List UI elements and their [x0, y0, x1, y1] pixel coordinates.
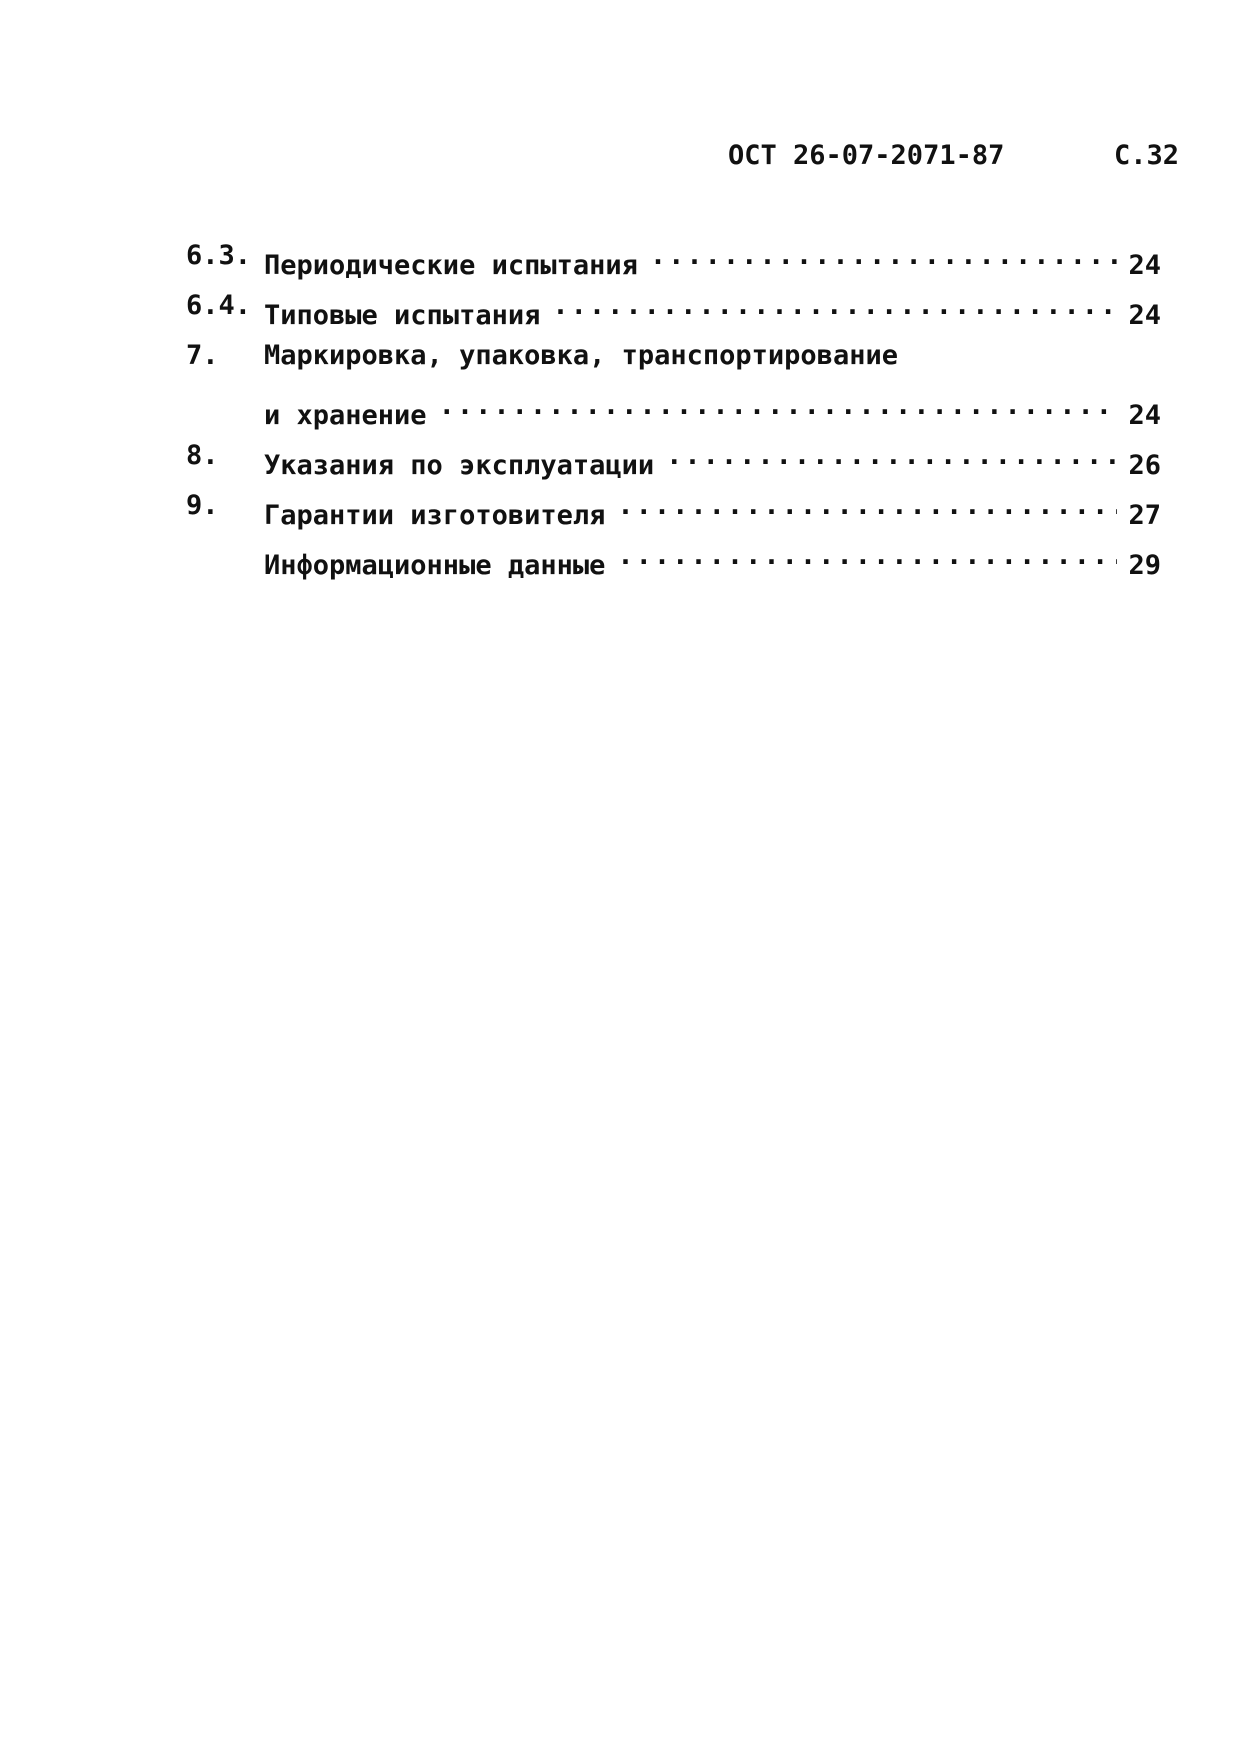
table-of-contents [186, 238, 1161, 588]
toc-entry-title: Гарантии изготовителя [264, 500, 606, 531]
toc-dot-leader [617, 538, 1117, 574]
toc-entry-number: 6.4. [186, 290, 252, 321]
toc-entry-body [264, 538, 1161, 584]
toc-entry-7 [186, 338, 1161, 388]
toc-entry-body [264, 388, 1161, 434]
toc-entry-number: 9. [186, 490, 219, 521]
toc-entry-title: и хранение [264, 400, 427, 431]
page-number: С.32 [1114, 140, 1180, 171]
toc-entry-9 [186, 488, 1161, 538]
toc-entry-page: 27 [1128, 500, 1161, 531]
toc-entry-7-continued [186, 388, 1161, 438]
toc-entry-page: 29 [1128, 550, 1161, 581]
toc-entry-body [264, 438, 1161, 484]
toc-entry-title: Информационные данные [264, 550, 606, 581]
toc-entry-page: 24 [1128, 400, 1161, 431]
toc-entry-6-3 [186, 238, 1161, 288]
toc-entry-body [264, 238, 1161, 284]
toc-entry-page: 26 [1128, 450, 1161, 481]
toc-entry-title: Маркировка, упаковка, транспортирование [264, 340, 898, 371]
toc-dot-leader [650, 238, 1117, 274]
toc-entry-page: 24 [1128, 250, 1161, 281]
toc-entry-number: 7. [186, 340, 219, 371]
toc-entry-info [186, 538, 1161, 588]
toc-entry-body [264, 288, 1161, 334]
toc-entry-number: 6.3. [186, 240, 252, 271]
toc-dot-leader [552, 288, 1117, 324]
toc-entry-body [264, 488, 1161, 534]
document-code: ОСТ 26-07-2071-87 [728, 140, 1005, 171]
toc-entry-title: Типовые испытания [264, 300, 541, 331]
toc-entry-title: Указания по эксплуатации [264, 450, 655, 481]
toc-entry-6-4 [186, 288, 1161, 338]
toc-entry-title: Периодические испытания [264, 250, 638, 281]
toc-entry-body [264, 338, 1161, 374]
toc-entry-number: 8. [186, 440, 219, 471]
toc-dot-leader [439, 388, 1117, 424]
toc-entry-page: 24 [1128, 300, 1161, 331]
toc-dot-leader [666, 438, 1117, 474]
toc-entry-8 [186, 438, 1161, 488]
page-header [0, 140, 1242, 180]
toc-dot-leader [617, 488, 1117, 524]
